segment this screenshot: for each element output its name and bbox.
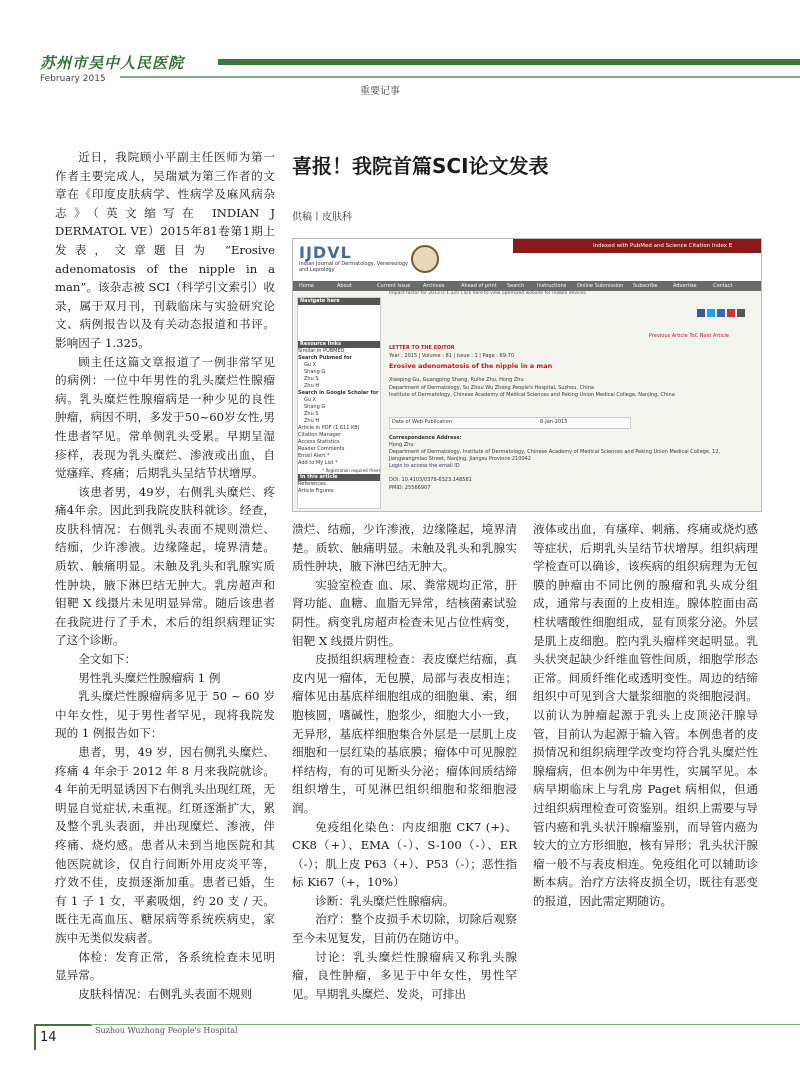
twitter-icon[interactable]	[707, 309, 715, 317]
nav-item[interactable]: Current Issue	[377, 283, 411, 289]
author-link[interactable]: Zhu H	[304, 418, 320, 424]
nav-item[interactable]: Archives	[423, 283, 445, 289]
issue-date: February 2015	[40, 74, 106, 84]
nav-item[interactable]: Search	[507, 283, 525, 289]
header-bar	[218, 59, 800, 65]
journal-name: Indian Journal of Dermatology, Venereology and Leprology	[299, 261, 408, 273]
paragraph: 皮肤科情况：右侧乳头表面不规则	[78, 986, 253, 1001]
paragraph: 讨论：乳头糜烂性腺瘤病又称乳头腺瘤，良性肿瘤，多见于中年女性，男性罕见。早期乳头糜烂、发炎，可排出	[292, 949, 517, 1001]
prev-next-links[interactable]: Previous Article ToC Next Article	[649, 333, 729, 339]
journal-logo: IJDVL	[299, 243, 352, 262]
nav-item[interactable]: Instructions	[537, 283, 567, 289]
author-line: Xiaoping Gu, Guangping Shang, Ruihe Zhu, Hong Zhu	[389, 377, 524, 383]
journal-nav	[293, 281, 761, 291]
author-link[interactable]: Zhu H	[304, 383, 320, 389]
paragraph: 全文如下：	[78, 652, 137, 667]
paragraph: 乳头糜烂性腺瘤病多见于 50 ~ 60 岁中年女性，见于男性者罕见，现将我院发现的 1 例报告如下：	[55, 689, 275, 741]
section-label: 重要记事	[360, 86, 400, 97]
sidebar-heading: Navigate here	[298, 298, 380, 305]
footer-text: Suzhou Wuzhong People's Hospital	[95, 1026, 238, 1035]
issue-line: Year : 2015 | Volume : 81 | Issue : 1 | Page : 69-70	[389, 353, 515, 359]
nav-item[interactable]: About	[337, 283, 352, 289]
share-icon[interactable]	[717, 309, 725, 317]
paragraph: 男性乳头糜烂性腺瘤病 1 例	[78, 670, 221, 685]
journal-header	[293, 239, 761, 281]
correspondence-label: Correspondence Address:	[389, 435, 462, 441]
nav-item[interactable]: Ahead of print	[461, 283, 497, 289]
nav-item[interactable]: Contact	[713, 283, 733, 289]
print-icon[interactable]	[737, 309, 745, 317]
sidebar-link[interactable]: References	[298, 481, 326, 487]
article-heading: Erosive adenomatosis of the nipple in a man	[389, 362, 553, 370]
sidebar-link[interactable]: Add to My List *	[298, 460, 338, 466]
sidebar-heading: In this article	[298, 474, 380, 481]
registration-note: * Registration required (free)	[322, 468, 380, 473]
paragraph: 近日，我院顾小平副主任医师为第一作者主要完成人，吴瑞斌为第三作者的文章在《印度皮肤病学、性病学及麻风病杂志》（英文缩写在 INDIAN J DERMATOL VE）2015年81卷第1期上发表，文章题目为 “Erosive adenomatosis of the nipple in a man”。该杂志被 SCI（科学引文索引）收录，属于双月刊，刊载临床与实验研究论文、病例报告以及有关动态报道和书评。影响因子 1.325。	[55, 150, 275, 350]
sidebar-link[interactable]: Similar in PUBMED	[298, 348, 345, 354]
sidebar-subheading: Search in Google Scholar for	[298, 390, 379, 396]
google-plus-icon[interactable]	[727, 309, 735, 317]
journal-emblem-icon	[411, 245, 439, 273]
correspondence-address: Department of Dermatology, Institute of Dermatology, Chinese Academy of Medical Sciences and Peking Union Medical College, 12, Jiangwangmiao Street, Nanjing, Jiangsu Province 210042	[389, 449, 721, 462]
publication-date-box	[389, 417, 631, 429]
footer-rule	[90, 1024, 800, 1025]
column-3	[533, 520, 758, 910]
sidebar-link[interactable]: Article in PDF (1,611 KB)	[298, 425, 360, 431]
sidebar-link[interactable]: Email Alert *	[298, 453, 330, 459]
impact-line: Impact factor for 2013 is 1.325 Click here to view optimized website for mobile devices	[389, 291, 586, 296]
byline: 供稿丨皮肤科	[292, 212, 352, 223]
sidebar-link[interactable]: Citation Manager	[298, 432, 341, 438]
header-rule	[120, 76, 800, 78]
author-link[interactable]: Zhu S	[304, 376, 319, 382]
date-label: Date of Web Publication	[392, 419, 452, 425]
column-1	[55, 148, 275, 1003]
paragraph: 液体或出血，有瘙痒、刺痛、疼痛或烧灼感等症状，后期乳头呈结节状增厚。组织病理学检查可以确诊，该疾病的组织病理为无包膜的肿瘤由不同比例的腺瘤和乳头成分组成，通常与表面的上皮相连。腺体腔面由高柱状嗜酸性细胞组成，显有顶浆分泌。外层是肌上皮细胞。腔内乳头瘤样突起明显。乳头状突起缺少纤维血管性间质，细胞学形态正常。间质纤维化或透明变性。周边的结缔组织中可见到含大量浆细胞的炎细胞浸润。以前认为肿瘤起源于乳头上皮顶泌汗腺导管，目前认为起源于输入管。本例患者的皮损情况和组织病理学改变均符合乳头糜烂性腺瘤病，但本例为中年男性，实属罕见。本病早期临床上与乳房 Paget 病相似，但通过组织病理检查可资鉴别。组织上需要与导管内癌和乳头状汗腺瘤鉴别，而导管内癌为较大的立方形细胞，核有异形；乳头状汗腺瘤一般不与表皮相连。免疫组化可以辅助诊断本病。治疗方法将皮损全切，既往有恶变的报道，因此需定期随访。	[533, 522, 758, 908]
login-email-link[interactable]: Login to access the email ID	[389, 463, 460, 469]
facebook-icon[interactable]	[697, 309, 705, 317]
paragraph: 实验室检查 血、尿、粪常规均正常，肝肾功能、血糖、血脂无异常，结核菌素试验阴性。病变乳房超声检查未见占位性病变，钼靶 X 线摄片阴性。	[292, 577, 517, 648]
author-link[interactable]: Gu X	[304, 397, 317, 403]
author-link[interactable]: Shang G	[304, 404, 326, 410]
nav-item[interactable]: Advertise	[673, 283, 697, 289]
page-number: 14	[40, 1030, 57, 1045]
date-value: 8-Jan-2015	[540, 419, 568, 425]
correspondence-name: Hong Zhu	[389, 442, 414, 448]
article-title: 喜报！我院首篇SCI论文发表	[292, 154, 549, 178]
paragraph: 治疗：整个皮损手术切除，切除后观察至今未见复发，目前仍在随访中。	[292, 912, 517, 946]
author-link[interactable]: Zhu S	[304, 411, 319, 417]
paragraph: 溃烂、结痂，少许渗液，边缘隆起，境界清楚。质软、触痛明显。未触及乳头和乳腺实质性肿块，腋下淋巴结无肿大。	[292, 522, 517, 574]
paragraph: 诊断：乳头糜烂性腺瘤病。	[315, 893, 455, 908]
nav-item[interactable]: Home	[299, 283, 314, 289]
paragraph: 免疫组化染色：内皮细胞 CK7 (+)、CK8（+）、EMA（-）、S-100（-）、ER（-）；肌上皮 P63（+）、P53（-）；恶性指标 Ki67（+，10%）	[292, 819, 517, 890]
paragraph: 患者，男，49 岁，因右侧乳头糜烂、疼痛 4 年余于 2012 年 8 月来我院就诊。4 年前无明显诱因下右侧乳头出现红斑，无明显自觉症状,未重视。红斑逐渐扩大，累及整个乳头表面，并出现糜烂、渗液，伴疼痛、烧灼感。患者从未到当地医院和其他医院就诊，仅自行间断外用皮炎平等，疗效不佳，皮损逐渐加重。患者已婚，生有 1 子 1 女，平素吸烟，约 20 支 / 天。既往无高血压、糖尿病等系统疾病史，家族中无类似发病者。	[55, 745, 275, 945]
nav-item[interactable]: Online Submission	[577, 283, 624, 289]
letter-label: LETTER TO THE EDITOR	[389, 345, 455, 351]
index-banner: Indexed with PubMed and Science Citation Index E	[513, 239, 761, 253]
affiliation: Department of Dermatology, Su Zhou Wu Zhong People's Hospital, Suzhou, China	[389, 385, 594, 391]
paragraph: 体检：发育正常，各系统检查未见明显异常。	[55, 949, 275, 983]
journal-screenshot	[292, 238, 762, 512]
sidebar-link[interactable]: Reader Comments	[298, 446, 345, 452]
nav-item[interactable]: Subscribe	[633, 283, 658, 289]
author-link[interactable]: Shang G	[304, 369, 326, 375]
paragraph: 该患者男，49岁，右侧乳头糜烂、疼痛4年余。因此到我院皮肤科就诊。经查，皮肤科情况：右侧乳头表面不规则溃烂、结痂，少许渗液。边缘隆起，境界清楚。质软、触痛明显。未触及乳头和乳腺实质性肿块，腋下淋巴结无肿大。乳房超声和钼靶 X 线摄片未见明显异常。随后该患者在我院进行了手术，术后的组织病理证实了这个诊断。	[55, 484, 275, 648]
sidebar-link[interactable]: Access Statistics	[298, 439, 340, 445]
sidebar-heading: Resource links	[298, 341, 380, 348]
doi: DOI: 10.4103/0378-6323.148581	[389, 477, 472, 483]
paragraph: 顾主任这篇文章报道了一例非常罕见的病例：一位中年男性的乳头糜烂性腺瘤病。乳头糜烂性腺瘤病是一种少见的良性肿瘤，病因不明，多发于50~60岁女性,男性患者罕见。常单侧乳头受累。早期呈湿疹样，表现为乳头糜烂、渗液或出血，自觉瘙痒、疼痛；后期乳头呈结节状增厚。	[55, 354, 275, 481]
sidebar-link[interactable]: Article Figures	[298, 488, 334, 494]
affiliation: Institute of Dermatology, Chinese Academy of Medical Sciences and Peking Union Medical College, Nanjing, China	[389, 392, 675, 398]
hospital-name: 苏州市吴中人民医院	[40, 54, 185, 72]
author-link[interactable]: Gu X	[304, 362, 317, 368]
paragraph: 皮损组织病理检查：表皮糜烂结痂，真皮内见一瘤体，无包膜，局部与表皮相连；瘤体见由基底样细胞组成的细胞巢、索，细胞核圆，嗜碱性，胞浆少，细胞大小一致，无异形，基底样细胞集合外层是一层肌上皮细胞和一层红染的基底膜；瘤体中可见腺腔样结构，有的可见断头分泌；瘤体间质结缔组织增生，可见淋巴组织细胞和浆细胞浸润。	[292, 652, 517, 815]
pmid: PMID: 25566907	[389, 485, 431, 491]
column-2	[292, 520, 517, 1003]
sidebar-subheading: Search Pubmed for	[298, 355, 352, 361]
journal-sidebar	[297, 297, 381, 509]
journal-article	[389, 297, 755, 507]
